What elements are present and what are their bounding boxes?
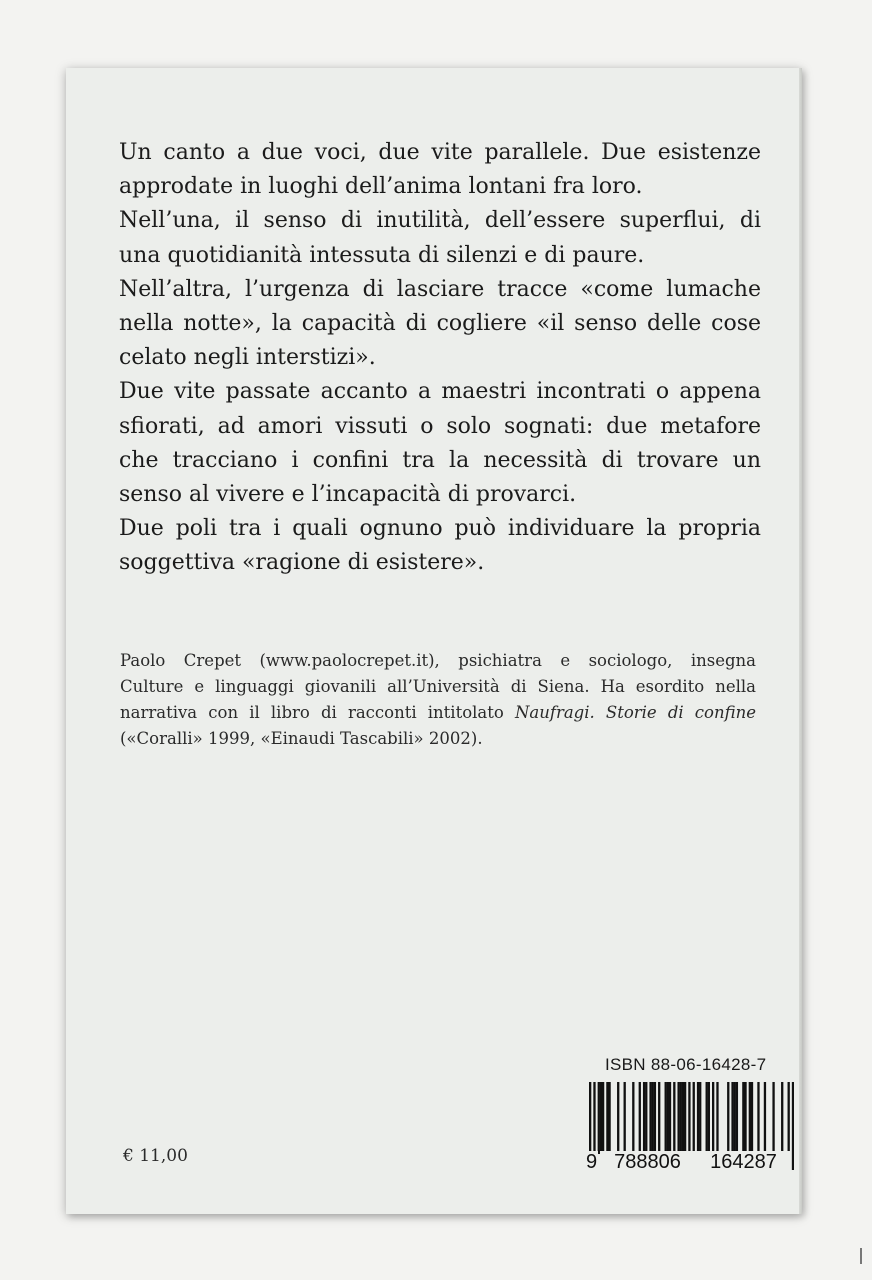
barcode-bar xyxy=(639,1082,641,1154)
author-bio xyxy=(120,648,756,752)
barcode-bar xyxy=(682,1082,684,1154)
barcode-bar xyxy=(742,1082,744,1154)
barcode-bar xyxy=(699,1082,701,1154)
bio-line: Paolo Crepet (www.paolocrepet.it), psichiatra e sociologo, insegna xyxy=(120,651,756,670)
blurb-line: nella notte», la capacità di cogliere «il senso delle cose xyxy=(119,311,761,337)
blurb-line: senso al vivere e l’incapacità di provarci. xyxy=(119,482,577,508)
barcode-bar xyxy=(757,1082,759,1154)
barcode-digits-left: 788806 xyxy=(600,1151,695,1174)
barcode-bar xyxy=(632,1082,634,1154)
barcode-bar xyxy=(673,1082,675,1154)
barcode-bar xyxy=(706,1082,708,1154)
edge-mark xyxy=(860,1248,862,1264)
barcode-digits-right: 164287 xyxy=(696,1151,791,1174)
barcode-bar xyxy=(624,1082,626,1154)
blurb-line: una quotidianità intessuta di silenzi e di paure. xyxy=(119,242,645,268)
bio-text: narrativa con il libro di racconti intitolato xyxy=(120,703,515,722)
barcode-bar xyxy=(680,1082,682,1154)
barcode-bar xyxy=(652,1082,654,1154)
barcode-bar xyxy=(669,1082,671,1154)
blurb-paragraph-4 xyxy=(119,375,761,512)
blurb-line: Nell’altra, l’urgenza di lasciare tracce «come lumache xyxy=(119,276,761,302)
barcode-bar xyxy=(751,1082,753,1154)
barcode-bar xyxy=(606,1082,608,1154)
book-back-cover xyxy=(66,68,802,1214)
blurb-paragraph-2 xyxy=(119,204,761,272)
blurb-line: Un canto a due voci, due vite parallele. Due esistenze xyxy=(119,140,761,165)
blurb-line: che tracciano i confini tra la necessità di trovare un xyxy=(119,447,761,473)
price-label: € 11,00 xyxy=(123,1146,188,1166)
blurb-line: sfiorati, ad amori vissuti o solo sognati: due metafore xyxy=(119,413,761,439)
barcode-bar xyxy=(764,1082,766,1154)
blurb-line: approdate in luoghi dell’anima lontani fra loro. xyxy=(119,174,643,200)
barcode-bar xyxy=(734,1082,736,1154)
cover-edge xyxy=(799,68,802,1214)
isbn-label: ISBN 88-06-16428-7 xyxy=(605,1055,767,1074)
blurb-line: Nell’una, il senso di inutilità, dell’essere superflui, di xyxy=(119,208,761,234)
barcode-bar xyxy=(602,1082,604,1154)
barcode-bar xyxy=(643,1082,645,1154)
barcode-bar xyxy=(731,1082,733,1154)
barcode-bar xyxy=(708,1082,710,1154)
blurb-line: celato negli interstizi». xyxy=(119,345,376,371)
barcode-bar xyxy=(677,1082,679,1154)
barcode-bar xyxy=(781,1082,783,1154)
bio-line xyxy=(120,700,756,726)
book-title: Naufragi. Storie di confine xyxy=(514,703,757,722)
barcode-bar xyxy=(658,1082,660,1154)
barcode-bar xyxy=(617,1082,619,1154)
barcode-bar xyxy=(697,1082,699,1154)
barcode-bar xyxy=(684,1082,686,1154)
bio-line: («Coralli» 1999, «Einaudi Tascabili» 2002). xyxy=(120,729,483,748)
blurb-paragraph-1 xyxy=(119,136,761,204)
blurb-paragraph-5 xyxy=(119,512,761,580)
barcode-digits xyxy=(586,1151,794,1175)
bio-line: Culture e linguaggi giovanili all’Università di Siena. Ha esordito nella xyxy=(120,677,756,696)
blurb-line: Due poli tra i quali ognuno può individuare la propria xyxy=(119,516,761,542)
barcode-bar xyxy=(716,1082,718,1154)
barcode-bar xyxy=(649,1082,651,1154)
barcode-bar xyxy=(712,1082,714,1154)
blurb-line: Due vite passate accanto a maestri incontrati o appena xyxy=(119,379,761,405)
barcode-bar xyxy=(645,1082,647,1154)
barcode-digit-first: 9 xyxy=(586,1151,598,1173)
barcode-bar xyxy=(744,1082,746,1154)
barcode-bar xyxy=(727,1082,729,1154)
blurb-text xyxy=(119,136,761,581)
barcode-bar xyxy=(667,1082,669,1154)
barcode-bar xyxy=(600,1082,602,1154)
blurb-paragraph-3 xyxy=(119,273,761,376)
barcode-bar xyxy=(749,1082,751,1154)
barcode-bar xyxy=(736,1082,738,1154)
barcode-bar xyxy=(654,1082,656,1154)
blurb-line: soggettiva «ragione di esistere». xyxy=(119,550,485,576)
barcode-bar xyxy=(598,1082,600,1154)
barcode-bar xyxy=(772,1082,774,1154)
barcode-bar xyxy=(608,1082,610,1154)
barcode-bar xyxy=(665,1082,667,1154)
